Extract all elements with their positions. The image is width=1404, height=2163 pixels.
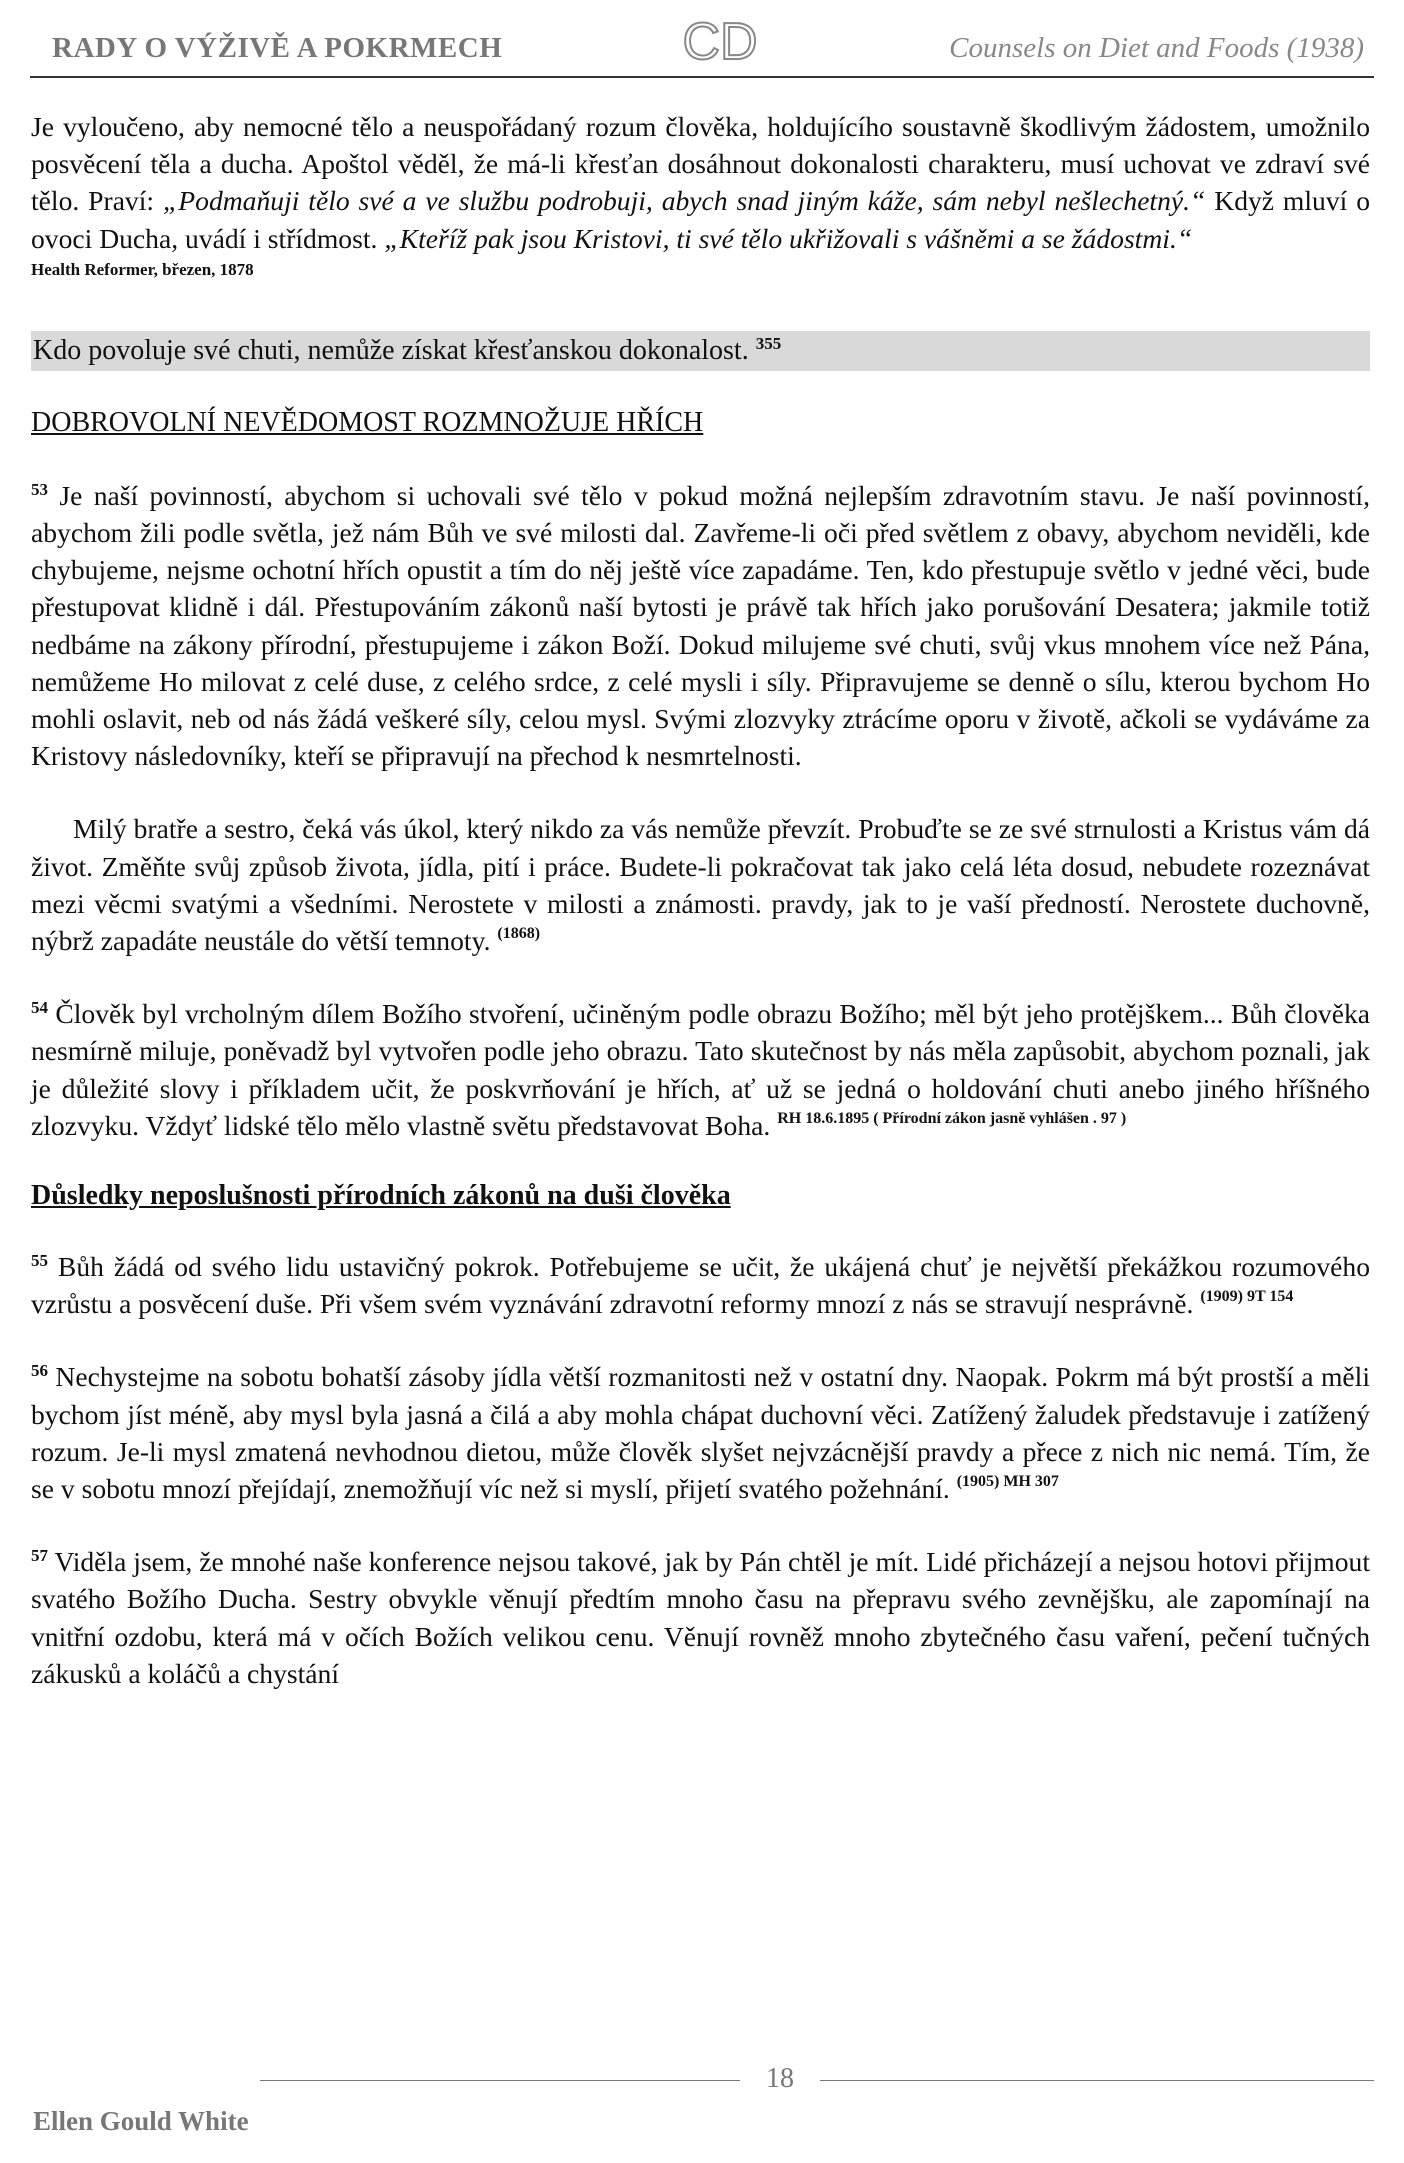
paragraph-intro [31, 108, 1370, 281]
section-heading-1: DOBROVOLNÍ NEVĚDOMOST ROZMNOŽUJE HŘÍCH [31, 406, 704, 438]
paragraph-number: 53 [31, 479, 48, 499]
paragraph-number: 56 [31, 1361, 48, 1381]
reference: (1905) MH 307 [956, 1473, 1059, 1491]
header-english-title: Counsels on Diet and Foods (1938) [949, 32, 1364, 64]
footer-author: Ellen Gould White [33, 2106, 249, 2136]
page-number: 18 [766, 2063, 794, 2094]
paragraph-text: Nechystejme na sobotu bohatší zásoby jídla větší rozmanitosti než v ostatní dny. Naopak. Pokrm má být prostší a měli bychom jíst méně, aby mysl byla jasná a čilá a aby mohla chápat duchovní věci. Zatížený žaludek představuje i zatížený rozum. Je-li mysl zmatená nevhodnou dietou, může člověk slyšet nejvzácnější pravdy a přece z nich nic nemá. Tím, že se v sobotu mnozí přejídají, znemožňují víc než si myslí, přijetí svatého požehnání. [31, 1361, 1370, 1505]
header-czech-title: RADY O VÝŽIVĚ A POKRMECH [52, 32, 503, 64]
highlight-bar [31, 331, 1370, 371]
page-header [30, 12, 1374, 74]
paragraph-text: Člověk byl vrcholným dílem Božího stvoření, učiněným podle obrazu Božího; měl být jeho protějškem... Bůh člověka nesmírně miluje, poněvadž byl vytvořen podle jeho obrazu. Tato skutečnost by nás měla zapůsobit, abychom poznali, jak je důležité slovy i příkladem učit, že poskvrňování je hřích, ať už se jedná o holdování chuti anebo jiného hříšného zlozvyku. Vždyť lidské tělo mělo vlastně světu představovat Boha. [31, 998, 1370, 1141]
header-rule [30, 76, 1374, 78]
paragraph-mily-bratre [31, 810, 1370, 959]
paragraph-number: 55 [31, 1251, 48, 1271]
paragraph-text: Je naší povinností, abychom si uchovali své tělo v pokud možná nejlepším zdravotním stavu. Je naší povinností, abychom žili podle světla, jež nám Bůh ve své milosti dal. Zavřeme-li oči před světlem z obavy, abychom neviděli, kde chybujeme, nejsme ochotní hřích opustit a tím do něj ještě více zapadáme. Ten, kdo přestupuje světlo v jedné věci, bude přestupovat klidně i dál. Přestupováním zákonů naší bytosti je právě tak hřích jako porušování Desatera; jakmile totiž nedbáme na zákony přírodní, přestupujeme i zákon Boží. Dokud milujeme své chuti, svůj vkus mnohem více než Pána, nemůžeme Ho milovat z celé duse, z celého srdce, z celé mysli i síly. Připravujeme se denně o sílu, kterou bychom Ho mohli oslavit, neb od nás žádá veškeré síly, celou mysl. Svými zlozvyky ztrácíme oporu v životě, ačkoli se vydáváme za Kristovy následovníky, kteří se připravují na přechod k nesmrtelnosti. [31, 479, 1370, 772]
reference: (1909) 9T 154 [1200, 1288, 1294, 1306]
paragraph-number: 54 [31, 998, 48, 1018]
svg-text:CD: CD [682, 13, 758, 70]
cd-logo-icon [675, 12, 765, 70]
quote-2: „Kteříž pak jsou Kristovi, ti své tělo ukřižovali s vášněmi a se žádostmi.“ [384, 222, 1193, 254]
page-body [31, 108, 1370, 1692]
paragraph-intro-part2: Když mluví o ovoci Ducha, uvádí i střídmost. [31, 185, 1370, 254]
paragraph-56 [31, 1358, 1370, 1507]
page-footer [30, 2050, 1374, 2150]
highlight-text: Kdo povoluje své chuti, nemůže získat křesťanskou dokonalost. [33, 334, 756, 366]
paragraph-57 [31, 1543, 1370, 1692]
footer-rule-right [820, 2080, 1374, 2081]
reference: RH 18.6.1895 ( Přírodní zákon jasně vyhlášen . 97 ) [777, 1109, 1127, 1127]
footer-rule-left [260, 2080, 740, 2081]
quote-1: „Podmaňuji tělo své a ve službu podrobuji, abych snad jiným káže, sám nebyl nešlechetný.“ [162, 185, 1206, 217]
paragraph-number: 57 [31, 1546, 48, 1566]
paragraph-text: Viděla jsem, že mnohé naše konference nejsou takové, jak by Pán chtěl je mít. Lidé přicházejí a nejsou hotovi přijmout svatého Božího Ducha. Sestry obvykle věnují předtím mnoho času na přepravu svého zevnějšku, ale zapomínají na vnitřní ozdobu, která má v očích Božích velikou cenu. Věnují rovněž mnoho zbytečného času vaření, pečení tučných zákusků a koláčů a chystání [31, 1546, 1370, 1689]
paragraph-intro-part1: Je vyloučeno, aby nemocné tělo a neuspořádaný rozum člověka, holdujícího soustavně škodlivým žádostem, umožnilo posvěcení těla a ducha. Apoštol věděl, že má-li křesťan dosáhnout dokonalosti charakteru, musí uchovat ve zdraví své tělo. Praví: [31, 111, 1370, 217]
reference: (1868) [497, 925, 541, 943]
highlight-number: 355 [755, 333, 782, 353]
paragraph-54 [31, 995, 1370, 1144]
paragraph-55 [31, 1248, 1370, 1322]
paragraph-text: Milý bratře a sestro, čeká vás úkol, který nikdo za vás nemůže převzít. Probuďte se ze své strnulosti a Kristus vám dá život. Změňte svůj způsob života, jídla, pití i práce. Budete-li pokračovat tak jako celá léta dosud, nebudete rozeznávat mezi věcmi svatými a všedními. Nerostete v milosti a známosti. pravdy, jak to je vaší předností. Nerostete duchovně, nýbrž zapadáte neustále do větší temnoty. [31, 813, 1370, 957]
section-heading-2: Důsledky neposlušnosti přírodních zákonů na duši člověka [31, 1180, 731, 1212]
source-citation: Health Reformer, březen, 1878 [31, 259, 254, 279]
paragraph-53 [31, 477, 1370, 775]
paragraph-text: Bůh žádá od svého lidu ustavičný pokrok. Potřebujeme se učit, že ukájená chuť je největší překážkou rozumového vzrůstu a posvěcení duše. Při všem svém vyznávání zdravotní reformy mnozí z nás se stravují nesprávně. [31, 1251, 1370, 1320]
